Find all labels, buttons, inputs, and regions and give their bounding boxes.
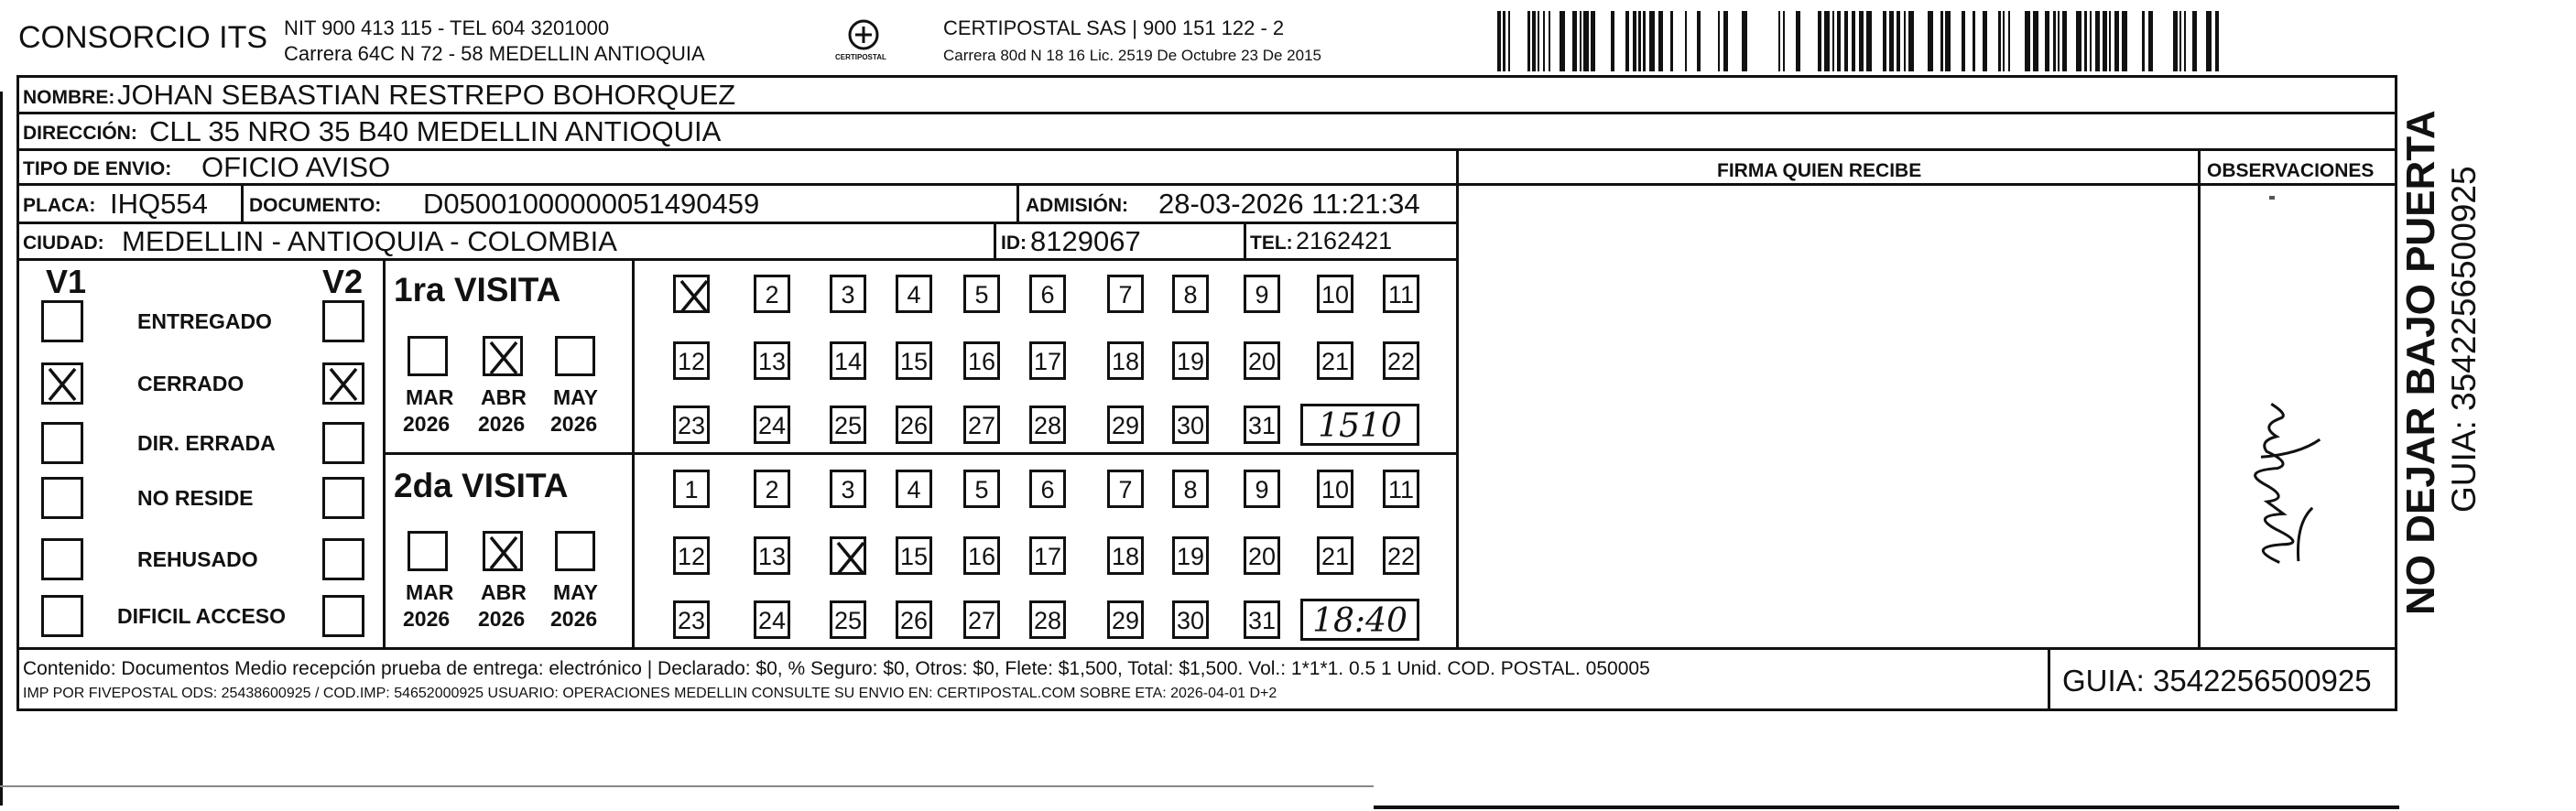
day-box: 25 bbox=[830, 406, 866, 444]
v2-checkbox bbox=[322, 300, 364, 342]
day-box: 15 bbox=[896, 536, 932, 575]
day-box: 19 bbox=[1172, 341, 1209, 380]
nombre-label: NOMBRE: bbox=[23, 87, 115, 108]
footer-guia: GUIA: 3542256500925 bbox=[2062, 664, 2372, 697]
day-box: 16 bbox=[963, 536, 1000, 575]
day-box: 26 bbox=[896, 406, 932, 444]
v2-checkbox bbox=[322, 422, 364, 464]
day-box: 14 bbox=[830, 341, 866, 380]
month-checkbox bbox=[483, 336, 523, 376]
page-bottom-line bbox=[0, 785, 1374, 787]
v2-checkbox bbox=[322, 477, 364, 519]
ciudad-value: MEDELLIN - ANTIOQUIA - COLOMBIA bbox=[122, 225, 617, 257]
v1-checkbox bbox=[41, 362, 83, 405]
observaciones-mark bbox=[2269, 196, 2275, 200]
day-box: 28 bbox=[1029, 406, 1066, 444]
status-label: CERRADO bbox=[137, 372, 245, 395]
day-box: 7 bbox=[1107, 470, 1144, 508]
company-nit: NIT 900 413 115 - TEL 604 3201000 bbox=[284, 16, 610, 39]
status-label: DIR. ERRADA bbox=[137, 431, 276, 455]
day-box: 30 bbox=[1172, 406, 1209, 444]
v1-checkbox bbox=[41, 477, 83, 519]
tipo-value: OFICIO AVISO bbox=[201, 151, 391, 183]
month-checkbox bbox=[408, 336, 448, 376]
visit-time: 18:40 bbox=[1300, 599, 1419, 641]
day-box: 12 bbox=[673, 341, 710, 380]
side-guia: GUIA: 3542256500925 bbox=[2445, 166, 2483, 513]
day-box: 18 bbox=[1107, 341, 1144, 380]
status-label: DIFICIL ACCESO bbox=[117, 604, 287, 628]
visit-time: 1510 bbox=[1300, 404, 1419, 446]
year-label: 2026 bbox=[403, 412, 451, 436]
v1-header: V1 bbox=[46, 263, 87, 300]
day-box: 31 bbox=[1244, 406, 1280, 444]
documento-label: DOCUMENTO: bbox=[249, 195, 382, 216]
day-box: 8 bbox=[1172, 470, 1209, 508]
month-label: MAY bbox=[553, 580, 598, 604]
page-bottom-line-2 bbox=[1374, 806, 2399, 809]
direccion-value: CLL 35 NRO 35 B40 MEDELLIN ANTIOQUIA bbox=[149, 115, 722, 147]
day-box: 12 bbox=[673, 536, 710, 575]
direccion-label: DIRECCIÓN: bbox=[23, 123, 137, 144]
day-box: 2 bbox=[754, 470, 790, 508]
v2-checkbox bbox=[322, 362, 364, 405]
day-box: 13 bbox=[754, 341, 790, 380]
month-checkbox bbox=[555, 336, 595, 376]
day-box: 4 bbox=[896, 275, 932, 313]
footer-imp: IMP POR FIVEPOSTAL ODS: 25438600925 / COD.IMP: 54652000925 USUARIO: OPERACIONES MEDELLIN CONSULTE SU ENVIO EN: CERTIPOSTAL.COM SOBRE ETA: 2026-04-01 D+2 bbox=[23, 686, 1277, 701]
day-box: 10 bbox=[1317, 470, 1353, 508]
tel-label: TEL: bbox=[1250, 232, 1293, 254]
admision-label: ADMISIÓN: bbox=[1026, 195, 1128, 216]
day-box: 30 bbox=[1172, 600, 1209, 639]
month-checkbox bbox=[555, 531, 595, 571]
day-box bbox=[673, 275, 710, 313]
year-label: 2026 bbox=[478, 607, 526, 631]
day-box: 3 bbox=[830, 275, 866, 313]
logo-text: CERTIPOSTAL bbox=[835, 53, 886, 61]
day-box: 23 bbox=[673, 406, 710, 444]
day-box: 13 bbox=[754, 536, 790, 575]
day-box: 19 bbox=[1172, 536, 1209, 575]
day-box: 23 bbox=[673, 600, 710, 639]
year-label: 2026 bbox=[550, 412, 598, 436]
day-box: 2 bbox=[754, 275, 790, 313]
placa-value: IHQ554 bbox=[110, 188, 208, 220]
month-label: MAR bbox=[406, 385, 454, 409]
day-box: 26 bbox=[896, 600, 932, 639]
day-box: 17 bbox=[1029, 341, 1066, 380]
tipo-label: TIPO DE ENVIO: bbox=[23, 158, 172, 179]
carrier-address: Carrera 80d N 18 16 Lic. 2519 De Octubre 23 De 2015 bbox=[943, 47, 1321, 64]
day-box: 6 bbox=[1029, 470, 1066, 508]
day-box: 24 bbox=[754, 406, 790, 444]
documento-value: D05001000000051490459 bbox=[423, 188, 760, 220]
day-box: 20 bbox=[1244, 536, 1280, 575]
admision-value: 28-03-2026 11:21:34 bbox=[1158, 188, 1420, 220]
day-box: 10 bbox=[1317, 275, 1353, 313]
v2-header: V2 bbox=[322, 263, 364, 300]
month-label: ABR bbox=[481, 580, 527, 604]
tel-value: 2162421 bbox=[1296, 227, 1393, 254]
day-box: 3 bbox=[830, 470, 866, 508]
v2-checkbox bbox=[322, 538, 364, 580]
day-box: 6 bbox=[1029, 275, 1066, 313]
barcode bbox=[1497, 11, 2221, 71]
day-box: 18 bbox=[1107, 536, 1144, 575]
day-box: 9 bbox=[1244, 470, 1280, 508]
day-box bbox=[830, 536, 866, 575]
day-box: 21 bbox=[1317, 341, 1353, 380]
footer-contenido: Contenido: Documentos Medio recepción prueba de entrega: electrónico | Declarado: $0, % Seguro: $0, Otros: $0, Flete: $1,500, Total: $1,500. Vol.: 1*1*1. 0.5 1 Unid. COD. POSTAL. 050005 bbox=[23, 658, 1650, 679]
month-label: MAY bbox=[553, 385, 598, 409]
day-box: 29 bbox=[1107, 600, 1144, 639]
visit2-title: 2da VISITA bbox=[394, 467, 569, 504]
day-box: 22 bbox=[1383, 341, 1419, 380]
v1-checkbox bbox=[41, 538, 83, 580]
signature bbox=[2216, 366, 2363, 595]
day-box: 24 bbox=[754, 600, 790, 639]
day-box: 27 bbox=[963, 600, 1000, 639]
day-box: 5 bbox=[963, 275, 1000, 313]
month-checkbox bbox=[483, 531, 523, 571]
status-label: ENTREGADO bbox=[137, 309, 272, 333]
company-address: Carrera 64C N 72 - 58 MEDELLIN ANTIOQUIA bbox=[284, 42, 705, 65]
day-box: 11 bbox=[1383, 275, 1419, 313]
day-box: 11 bbox=[1383, 470, 1419, 508]
certipostal-logo bbox=[833, 16, 894, 70]
day-box: 27 bbox=[963, 406, 1000, 444]
placa-label: PLACA: bbox=[23, 195, 96, 216]
id-value: 8129067 bbox=[1030, 225, 1141, 257]
day-box: 8 bbox=[1172, 275, 1209, 313]
year-label: 2026 bbox=[478, 412, 526, 436]
day-box: 4 bbox=[896, 470, 932, 508]
side-warning: NO DEJAR BAJO PUERTA bbox=[2398, 110, 2443, 615]
v2-checkbox bbox=[322, 595, 364, 637]
company-name: CONSORCIO ITS bbox=[18, 20, 268, 55]
v1-checkbox bbox=[41, 300, 83, 342]
status-label: NO RESIDE bbox=[137, 486, 254, 510]
day-box: 31 bbox=[1244, 600, 1280, 639]
page-edge-line bbox=[0, 92, 3, 806]
day-box: 21 bbox=[1317, 536, 1353, 575]
day-box: 15 bbox=[896, 341, 932, 380]
id-label: ID: bbox=[1001, 232, 1027, 254]
month-label: ABR bbox=[481, 385, 527, 409]
day-box: 5 bbox=[963, 470, 1000, 508]
day-box: 16 bbox=[963, 341, 1000, 380]
visit1-title: 1ra VISITA bbox=[394, 271, 561, 308]
year-label: 2026 bbox=[550, 607, 598, 631]
nombre-value: JOHAN SEBASTIAN RESTREPO BOHORQUEZ bbox=[117, 79, 736, 111]
ciudad-label: CIUDAD: bbox=[23, 232, 104, 254]
day-box: 1 bbox=[673, 470, 710, 508]
day-box: 28 bbox=[1029, 600, 1066, 639]
day-box: 9 bbox=[1244, 275, 1280, 313]
month-label: MAR bbox=[406, 580, 454, 604]
carrier-name: CERTIPOSTAL SAS | 900 151 122 - 2 bbox=[943, 16, 1285, 39]
v1-checkbox bbox=[41, 422, 83, 464]
day-box: 22 bbox=[1383, 536, 1419, 575]
day-box: 20 bbox=[1244, 341, 1280, 380]
day-box: 25 bbox=[830, 600, 866, 639]
observaciones-label: OBSERVACIONES bbox=[2207, 160, 2375, 181]
day-box: 7 bbox=[1107, 275, 1144, 313]
day-box: 29 bbox=[1107, 406, 1144, 444]
v1-checkbox bbox=[41, 595, 83, 637]
firma-label: FIRMA QUIEN RECIBE bbox=[1717, 160, 1922, 181]
year-label: 2026 bbox=[403, 607, 451, 631]
status-label: REHUSADO bbox=[137, 547, 258, 571]
day-box: 17 bbox=[1029, 536, 1066, 575]
month-checkbox bbox=[408, 531, 448, 571]
